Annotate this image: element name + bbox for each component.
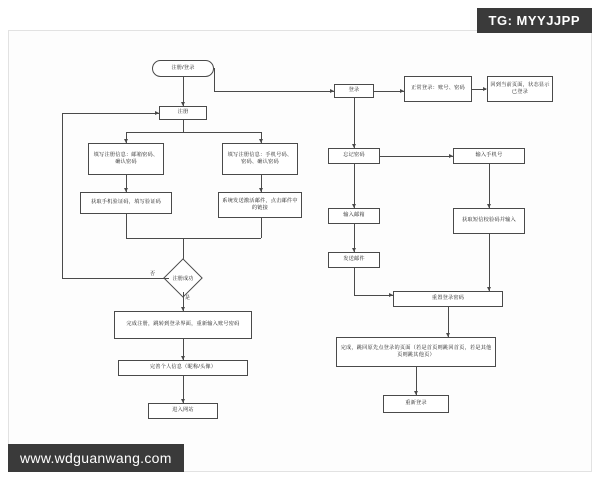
node-complete-back-to-page: 完成，跳回原先点登录的页面（若是首页则跳回首页，若是其他页则跳其他页） xyxy=(336,337,496,367)
edge-send-to-reset xyxy=(354,295,393,296)
edge-send-down xyxy=(354,268,355,295)
node-relogin: 重新登录 xyxy=(383,395,449,413)
node-register: 注册 xyxy=(159,106,207,120)
node-register-done: 完成注册，跳转到登录界面，重新输入账号密码 xyxy=(114,311,252,339)
arrowhead xyxy=(155,111,159,115)
node-enter-site: 进入网站 xyxy=(148,403,218,419)
edge-decision-no-top xyxy=(62,113,159,114)
edge-label-no: 否 xyxy=(150,271,156,277)
edge-decision-no-riser xyxy=(62,113,63,278)
edge-phone-to-smscode xyxy=(489,164,490,208)
node-return-current-page: 回到当前页面，状态显示已登录 xyxy=(487,76,553,102)
edge-smscode-to-reset xyxy=(489,234,490,291)
node-input-email: 输入邮箱 xyxy=(328,208,380,224)
node-get-sms-verify: 获取短信校验码并输入 xyxy=(453,208,525,234)
edge-activation-down xyxy=(261,218,262,238)
node-decision-register-success-label: 注册成功 xyxy=(172,275,194,282)
edge-login-to-forgot xyxy=(354,98,355,148)
node-fill-phone-info: 填写注册信息：手机号码、密码、确认密码 xyxy=(222,143,298,175)
edge-code-down xyxy=(126,214,127,238)
node-fill-email-info: 填写注册信息：邮箱密码、确认密码 xyxy=(88,143,164,175)
site-watermark: www.wdguanwang.com xyxy=(8,444,184,472)
edge-forgot-to-phone xyxy=(380,156,453,157)
edge-decision-no xyxy=(62,278,169,279)
edge-register-split xyxy=(126,132,261,133)
node-start: 注册/登录 xyxy=(152,60,214,77)
node-complete-profile: 完善个人信息（昵称/头像） xyxy=(118,360,248,376)
node-activation-email: 系统发送激活邮件，点击邮件中的链接 xyxy=(218,192,302,218)
node-input-phone: 输入手机号 xyxy=(453,148,525,164)
node-login: 登录 xyxy=(334,84,374,98)
node-get-sms-code: 获取手机验证码，填写验证码 xyxy=(80,192,172,214)
edge-forgot-to-email xyxy=(354,164,355,208)
node-forgot-password: 忘记密码 xyxy=(328,148,380,164)
edge-merge-to-decision xyxy=(126,238,261,239)
node-send-email: 发送邮件 xyxy=(328,252,380,268)
node-normal-login: 正常登录：账号、密码 xyxy=(404,76,472,102)
node-reset-password: 重置登录密码 xyxy=(393,291,503,307)
edge-register-down xyxy=(183,120,184,132)
edge-start-to-login xyxy=(214,91,334,92)
edge-label-yes: 是 xyxy=(185,295,191,301)
edge-start-to-login-riser xyxy=(214,68,215,91)
tg-badge: TG: MYYJJPP xyxy=(477,8,592,33)
